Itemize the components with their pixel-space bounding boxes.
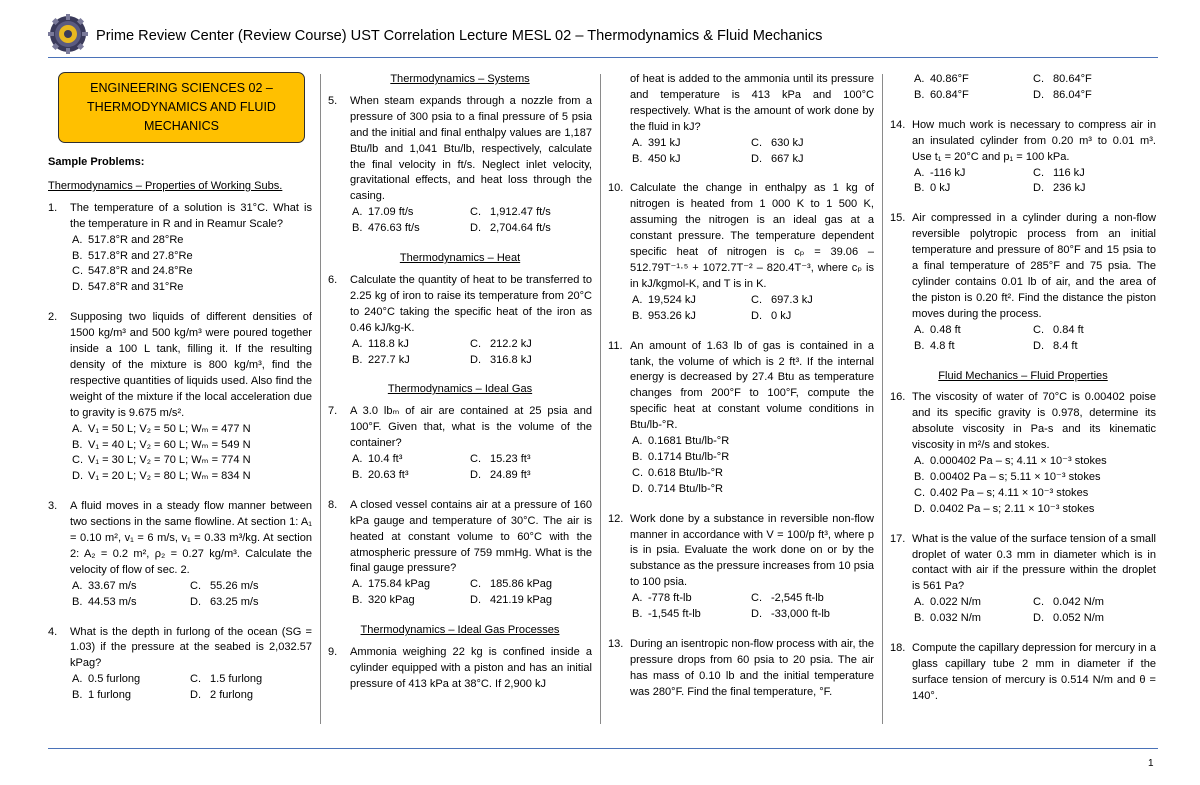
problem-2 <box>48 310 312 485</box>
question-text: During an isentropic non-flow process with air, the pressure drops from 60 psia to 20 psia. The air has mass of 0.10 lb and the initial temperature was 280°F. Find the final temperature, °F. <box>630 638 874 698</box>
question-text: An amount of 1.63 lb of gas is contained in a tank, the volume of which is 2 ft³. If the internal energy is decreased by 27.4 Btu as temperature changes from 200°F to 100°F, compute the specific heat at constant volume conditions in Btu/lb-°R. <box>630 339 874 432</box>
choice-b: 20.63 ft³ <box>368 468 409 481</box>
column-divider <box>882 74 883 724</box>
question-text-continued: of heat is added to the ammonia until its pressure and temperature is 413 kPa and 100°C respectively. What is the amount of work done by the fluid in kJ? <box>630 73 874 133</box>
problem-10 <box>608 181 874 324</box>
choice-c: V₁ = 30 L; V₂ = 70 L; Wₘ = 774 N <box>88 454 251 467</box>
choice-b: 517.8°R and 27.8°Re <box>88 249 193 262</box>
choice-d: 2,704.64 ft/s <box>490 222 551 235</box>
choices: A. V₁ = 50 L; V₂ = 50 L; Wₘ = 477 N B. V₁ = 40 L; V₂ = 60 L; Wₘ = 549 N C. V₁ = 30 L; V₂ = 70 L; Wₘ = 774 N D. V₁ = 20 L; V₂ = 80 L; Wₘ = 834 N <box>72 422 312 486</box>
choices: A. 33.67 m/s C. 55.26 m/s B. 44.53 m/s D. 63.25 m/s <box>72 579 312 611</box>
choice-b: 227.7 kJ <box>368 353 410 366</box>
choices: A. 40.86°F C. 80.64°F B. 60.84°F D. 86.04°F <box>914 72 1156 104</box>
column-1 <box>48 72 312 718</box>
choice-c: 185.86 kPag <box>490 578 553 591</box>
choices: A. 391 kJ C. 630 kJ B. 450 kJ D. 667 kJ <box>632 136 874 168</box>
sample-problems-label: Sample Problems: <box>48 156 145 168</box>
choice-d: 236 kJ <box>1053 182 1086 195</box>
choice-c: 547.8°R and 24.8°Re <box>88 265 193 278</box>
problem-number: 9. <box>328 646 338 659</box>
question-text: Air compressed in a cylinder during a non-flow reversible polytropic process from an initial temperature and pressure of 80°F and 15 psia to a final temperature of 285°F and 75 psia. The cylinder contains 0.01 lb of air, and the area of the piston is 0.20 ft². Find the distance the piston moves during the process. <box>912 212 1156 320</box>
choice-b: 0.00402 Pa – s; 5.11 × 10⁻³ stokes <box>930 470 1101 483</box>
problem-9 <box>328 645 592 693</box>
choice-d: 316.8 kJ <box>490 353 532 366</box>
problem-number: 18. <box>890 642 906 655</box>
document-title-box: ENGINEERING SCIENCES 02 – THERMODYNAMICS AND FLUID MECHANICS <box>58 72 305 143</box>
choice-d: 0.052 N/m <box>1053 612 1104 625</box>
choice-a: 517.8°R and 28°Re <box>88 233 184 246</box>
choice-d: 2 furlong <box>210 689 253 702</box>
section-heading: Thermodynamics – Properties of Working Subs. <box>48 179 283 192</box>
section-heading: Thermodynamics – Ideal Gas Processes <box>360 624 560 637</box>
column-2 <box>328 72 592 707</box>
problem-11 <box>608 339 874 498</box>
choice-b: -1,545 ft-lb <box>648 608 701 621</box>
problem-number: 3. <box>48 500 58 513</box>
choices: A. 17.09 ft/s C. 1,912.47 ft/s B. 476.63 ft/s D. 2,704.64 ft/s <box>352 205 592 237</box>
choices: A. -116 kJ C. 116 kJ B. 0 kJ D. 236 kJ <box>914 166 1156 198</box>
problem-number: 1. <box>48 201 58 214</box>
choice-a: 17.09 ft/s <box>368 206 414 219</box>
choice-a: 0.1681 Btu/lb-°R <box>648 435 730 448</box>
problem-number: 11. <box>608 339 623 352</box>
column-divider <box>600 74 601 724</box>
problem-number: 2. <box>48 311 58 324</box>
problem-5 <box>328 94 592 237</box>
column-4 <box>890 72 1156 719</box>
choice-d: 0 kJ <box>771 309 792 322</box>
choices: A. 19,524 kJ C. 697.3 kJ B. 953.26 kJ D. 0 kJ <box>632 293 874 325</box>
problem-4 <box>48 625 312 705</box>
choice-d: V₁ = 20 L; V₂ = 80 L; Wₘ = 834 N <box>88 470 251 483</box>
question-text: The viscosity of water of 70°C is 0.00402 poise and its specific gravity is 0.978, determine its absolute viscosity in Pa-s and its kinematic viscosity in m²/s and stokes. <box>912 391 1156 452</box>
choices: A. 0.000402 Pa – s; 4.11 × 10⁻³ stokes B. 0.00402 Pa – s; 5.11 × 10⁻³ stokes C. 0.402 Pa – s; 4.11 × 10⁻³ stokes D. 0.0402 Pa – s; 2.11 × 10⁻³ stokes <box>914 454 1156 518</box>
choice-c: -2,545 ft-lb <box>771 592 824 605</box>
problem-number: 12. <box>608 512 624 525</box>
choice-b: 60.84°F <box>930 88 969 101</box>
column-3 <box>608 72 874 715</box>
question-text: When steam expands through a nozzle from a pressure of 300 psia to a final pressure of 5 psia and the initial and final enthalpy values are 1,187 Btu/lb and 1,041 Btu/lb, respectively, calculate the final velocity in ft/s. Neglect inlet velocity, gravitational effects, and heat loss through the casing. <box>350 94 592 203</box>
problem-1 <box>48 201 312 296</box>
choice-a: 175.84 kPag <box>368 578 431 591</box>
question-text: A closed vessel contains air at a pressure of 160 kPa gauge and temperature of 30°C. The air is heated at constant volume to 60°C with the atmospheric pressure of 759 mmHg. What is the final gauge pressure? <box>350 498 592 575</box>
question-text: Calculate the change in enthalpy as 1 kg of nitrogen is heated from 1 000 K to 1 500 K, assuming the nitrogen is an ideal gas at a constant pressure. The temperature dependent specific heat of nitrogen is cₚ = 39.06 – 512.79T⁻¹·⁵ + 1072.7T⁻² – 820.4T⁻³, where cₚ is in kJ/kgmol-K, and T is in K. <box>630 182 874 290</box>
choice-a: -778 ft-lb <box>648 592 692 605</box>
choice-c: 0.402 Pa – s; 4.11 × 10⁻³ stokes <box>930 486 1089 499</box>
choices: A. 0.5 furlong C. 1.5 furlong B. 1 furlong D. 2 furlong <box>72 672 312 704</box>
choice-d: 8.4 ft <box>1053 339 1078 352</box>
problem-number: 14. <box>890 118 906 131</box>
choices: A. 10.4 ft³ C. 15.23 ft³ B. 20.63 ft³ D. 24.89 ft³ <box>352 452 592 484</box>
page-number: 1 <box>1148 758 1154 769</box>
question-text: Compute the capillary depression for mercury in a glass capillary tube 2 mm in diameter if the surface tension of mercury is 0.514 N/m and θ = 140°. <box>912 642 1156 702</box>
choice-c: 630 kJ <box>771 136 804 149</box>
problem-13 <box>608 637 874 701</box>
problem-3 <box>48 499 312 610</box>
choice-b: 476.63 ft/s <box>368 222 420 235</box>
problem-18 <box>890 641 1156 705</box>
choice-b: 0.1714 Btu/lb-°R <box>648 450 730 463</box>
choice-b: 0 kJ <box>930 182 951 195</box>
choices: A. 118.8 kJ C. 212.2 kJ B. 227.7 kJ D. 316.8 kJ <box>352 337 592 369</box>
choice-b: V₁ = 40 L; V₂ = 60 L; Wₘ = 549 N <box>88 438 251 451</box>
choice-b: 1 furlong <box>88 689 131 702</box>
choices: A. 0.022 N/m C. 0.042 N/m B. 0.032 N/m D. 0.052 N/m <box>914 595 1156 627</box>
choice-a: 10.4 ft³ <box>368 453 403 466</box>
problem-17 <box>890 532 1156 627</box>
page-header <box>48 12 1158 58</box>
choice-c: 1,912.47 ft/s <box>490 206 551 219</box>
problem-number: 4. <box>48 625 58 638</box>
section-heading: Thermodynamics – Heat <box>399 252 521 265</box>
choice-c: 0.84 ft <box>1053 323 1084 336</box>
choice-b: 0.032 N/m <box>930 612 981 625</box>
choice-a: 0.000402 Pa – s; 4.11 × 10⁻³ stokes <box>930 455 1107 468</box>
choices: A. 175.84 kPag C. 185.86 kPag B. 320 kPag D. 421.19 kPag <box>352 577 592 609</box>
question-text: A 3.0 lbₘ of air are contained at 25 psia and 100°F. Given that, what is the volume of the container? <box>350 405 592 450</box>
choice-c: 55.26 m/s <box>210 579 259 592</box>
problem-6 <box>328 273 592 368</box>
section-heading: Thermodynamics – Systems <box>390 73 530 85</box>
problem-number: 6. <box>328 273 338 286</box>
choice-a: 391 kJ <box>648 136 681 149</box>
question-text: Supposing two liquids of different densities of 1500 kg/m³ and 500 kg/m³ were poured together inside a 100 L tank, filling it. If the resulting density of the mixture is 800 kg/m³, find the respective quantities of liquids used. Also find the weight of the mixture if the local acceleration due to gravity is 9.675 m/s². <box>70 311 312 419</box>
choice-d: 86.04°F <box>1053 88 1092 101</box>
problem-number: 16. <box>890 391 906 404</box>
problem-number: 13. <box>608 638 624 650</box>
footer-divider <box>48 748 1158 749</box>
cog-seal-logo <box>48 14 88 54</box>
choice-d: 0.714 Btu/lb-°R <box>648 482 724 495</box>
choice-b: 44.53 m/s <box>88 595 137 608</box>
question-text: Work done by a substance in reversible non-flow manner in accordance with V = 100/p ft³, where p is in psia. Evaluate the work done on or by the substance as the pressure increases from 10 psia to 100 psia. <box>630 512 874 589</box>
choices: A. 517.8°R and 28°Re B. 517.8°R and 27.8°Re C. 547.8°R and 24.8°Re D. 547.8°R and 31°Re <box>72 233 312 297</box>
problem-9-choices <box>608 136 874 168</box>
problem-12 <box>608 512 874 623</box>
choice-d: 421.19 kPag <box>490 594 553 607</box>
question-text: What is the value of the surface tension of a small droplet of water 0.3 mm in diameter which is in contact with air if the pressure within the droplet is 561 Pa? <box>912 532 1156 593</box>
choice-a: V₁ = 50 L; V₂ = 50 L; Wₘ = 477 N <box>88 422 251 435</box>
choice-d: -33,000 ft-lb <box>771 608 830 621</box>
choice-a: 0.5 furlong <box>88 673 141 686</box>
problem-8 <box>328 498 592 609</box>
section-heading: Fluid Mechanics – Fluid Properties <box>938 369 1108 382</box>
choice-b: 4.8 ft <box>930 339 955 352</box>
problem-16 <box>890 390 1156 517</box>
choices: A. 0.48 ft C. 0.84 ft B. 4.8 ft D. 8.4 ft <box>914 323 1156 355</box>
choice-a: 40.86°F <box>930 73 969 85</box>
choices: A. -778 ft-lb C. -2,545 ft-lb B. -1,545 ft-lb D. -33,000 ft-lb <box>632 591 874 623</box>
choice-a: 19,524 kJ <box>648 293 696 306</box>
choice-a: -116 kJ <box>930 166 966 179</box>
choice-b: 450 kJ <box>648 152 681 165</box>
section-heading: Thermodynamics – Ideal Gas <box>387 383 533 396</box>
problem-13-choices <box>890 72 1156 104</box>
question-text: What is the depth in furlong of the ocean (SG = 1.03) if the pressure at the seabed is 2,032.57 kPag? <box>70 625 312 670</box>
question-text: Ammonia weighing 22 kg is confined inside a cylinder equipped with a piston and has an initial pressure of 413 kPa at 38°C. If 2,900 kJ <box>350 646 592 690</box>
problem-7 <box>328 404 592 484</box>
problem-number: 10. <box>608 182 624 195</box>
choice-c: 1.5 furlong <box>210 673 263 686</box>
choices: A. 0.1681 Btu/lb-°R B. 0.1714 Btu/lb-°R C. 0.618 Btu/lb-°R D. 0.714 Btu/lb-°R <box>632 434 874 498</box>
problem-number: 15. <box>890 212 906 225</box>
choice-a: 33.67 m/s <box>88 579 137 592</box>
column-divider <box>320 74 321 724</box>
choice-c: 697.3 kJ <box>771 293 813 306</box>
choice-b: 953.26 kJ <box>648 309 696 322</box>
problem-number: 17. <box>890 532 906 545</box>
header-divider <box>48 57 1158 58</box>
choice-c: 80.64°F <box>1053 73 1092 85</box>
choice-a: 118.8 kJ <box>368 337 409 350</box>
choice-d: 24.89 ft³ <box>490 468 531 481</box>
choice-b: 320 kPag <box>368 594 415 607</box>
problem-14 <box>890 118 1156 198</box>
choice-a: 0.48 ft <box>930 323 961 336</box>
choice-c: 116 kJ <box>1053 166 1085 179</box>
problem-number: 5. <box>328 94 338 107</box>
problem-number: 8. <box>328 498 338 511</box>
choice-c: 0.042 N/m <box>1053 596 1104 609</box>
choice-c: 212.2 kJ <box>490 337 532 350</box>
choice-d: 0.0402 Pa – s; 2.11 × 10⁻³ stokes <box>930 502 1095 515</box>
choice-c: 15.23 ft³ <box>490 453 531 466</box>
question-text: A fluid moves in a steady flow manner between two sections in the same flowline. At section 1: A₁ = 0.10 m², v₁ = 6 m/s, v₁ = 0.33 m³/kg. At section 2: A₂ = 0.2 m², ρ₂ = 0.27 kg/m³. Calculate the velocity of flow of sec. 2. <box>70 500 312 576</box>
header-title: Prime Review Center (Review Course) UST Correlation Lecture MESL 02 – Thermodynamics & Fluid Mechanics <box>96 28 823 44</box>
choice-d: 667 kJ <box>771 152 804 165</box>
choice-c: 0.618 Btu/lb-°R <box>648 466 724 479</box>
problem-15 <box>890 211 1156 354</box>
question-text: How much work is necessary to compress air in an insulated cylinder from 0.20 m³ to 0.01 m³. Use t₁ = 20°C and p₁ = 100 kPa. <box>912 118 1156 163</box>
choice-d: 63.25 m/s <box>210 595 259 608</box>
problem-number: 7. <box>328 405 338 418</box>
choice-a: 0.022 N/m <box>930 596 981 609</box>
choice-d: 547.8°R and 31°Re <box>88 281 184 294</box>
question-text: Calculate the quantity of heat to be transferred to 2.25 kg of iron to raise its temperature from 20°C to 240°C taking the specific heat of the iron as 0.46 kJ/kg-K. <box>350 273 592 334</box>
question-text: The temperature of a solution is 31°C. What is the temperature in R and in Reamur Scale? <box>70 201 312 230</box>
